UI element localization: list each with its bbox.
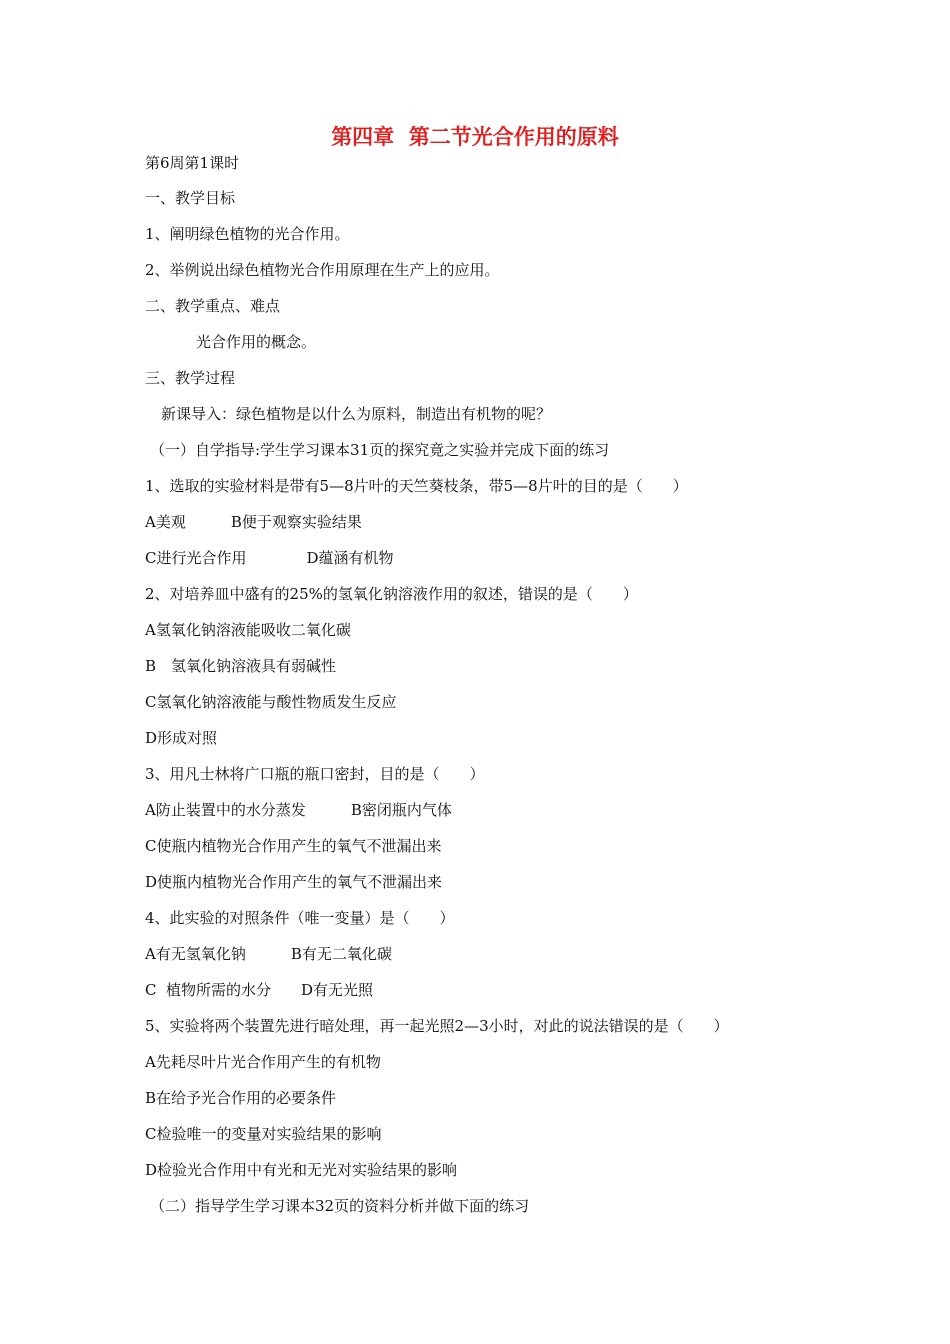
question-4-options-ab: A有无氢氧化钠 B有无二氧化碳: [145, 945, 392, 963]
section-heading-goals: 一、教学目标: [145, 189, 236, 207]
question-1-options-cd: C进行光合作用 D蕴涵有机物: [145, 549, 394, 567]
question-5-option-b: B在给予光合作用的必要条件: [145, 1089, 337, 1107]
lesson-week-line: 第6周第1课时: [145, 154, 240, 172]
question-5-option-d: D检验光合作用中有光和无光对实验结果的影响: [145, 1161, 458, 1179]
question-5-option-c: C检验唯一的变量对实验结果的影响: [145, 1125, 382, 1143]
question-2: 2、对培养皿中盛有的25%的氢氧化钠溶液作用的叙述，错误的是（ ）: [145, 585, 638, 603]
question-3-option-d: D使瓶内植物光合作用产生的氧气不泄漏出来: [145, 873, 443, 891]
question-2-option-c: C氢氧化钠溶液能与酸性物质发生反应: [145, 693, 397, 711]
question-2-option-b: B 氢氧化钠溶液具有弱碱性: [145, 657, 337, 675]
self-study-heading: （一）自学指导:学生学习课本31页的探究竟之实验并完成下面的练习: [150, 441, 610, 459]
section-heading-process: 三、教学过程: [145, 369, 236, 387]
question-4-options-cd: C 植物所需的水分 D有无光照: [145, 981, 374, 999]
question-1-options-ab: A美观 B便于观察实验结果: [145, 513, 362, 531]
question-4: 4、此实验的对照条件（唯一变量）是（ ）: [145, 909, 455, 927]
intro-text: 新课导入：绿色植物是以什么为原料，制造出有机物的呢？: [161, 405, 552, 423]
question-2-option-a: A氢氧化钠溶液能吸收二氧化碳: [145, 621, 351, 639]
page-title: 第四章 第二节光合作用的原料: [331, 125, 619, 149]
question-5-option-a: A先耗尽叶片光合作用产生的有机物: [145, 1053, 381, 1071]
goal-item-2: 2、举例说出绿色植物光合作用原理在生产上的应用。: [145, 261, 500, 279]
question-3-options-ab: A防止装置中的水分蒸发 B密闭瓶内气体: [145, 801, 452, 819]
goal-item-1: 1、阐明绿色植物的光合作用。: [145, 225, 350, 243]
section-heading-key-points: 二、教学重点、难点: [145, 297, 281, 315]
question-3: 3、用凡士林将广口瓶的瓶口密封，目的是（ ）: [145, 765, 485, 783]
question-2-option-d: D形成对照: [145, 729, 218, 747]
question-3-option-c: C使瓶内植物光合作用产生的氧气不泄漏出来: [145, 837, 442, 855]
data-analysis-heading: （二）指导学生学习课本32页的资料分析并做下面的练习: [150, 1197, 530, 1215]
question-5: 5、实验将两个装置先进行暗处理，再一起光照2—3小时，对此的说法错误的是（ ）: [145, 1017, 729, 1035]
question-1: 1、选取的实验材料是带有5—8片叶的天竺葵枝条，带5—8片叶的目的是（ ）: [145, 477, 688, 495]
key-point-text: 光合作用的概念。: [196, 333, 317, 351]
